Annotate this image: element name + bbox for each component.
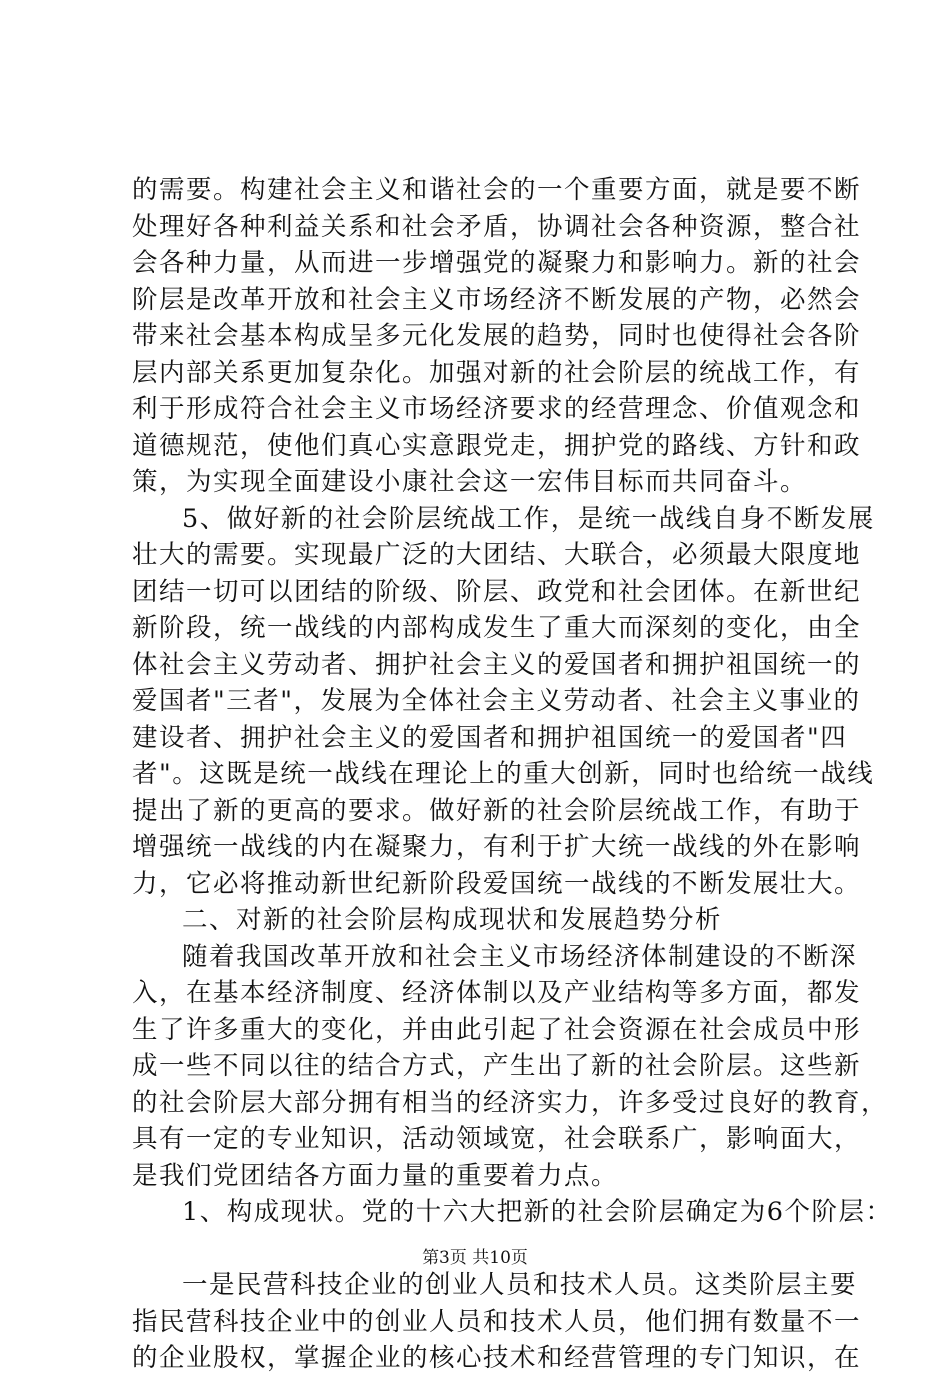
text-line: 爱国者"三者"，发展为全体社会主义劳动者、社会主义事业的 — [132, 686, 861, 716]
text-line: 的需要。构建社会主义和谐社会的一个重要方面，就是要不断 — [132, 175, 862, 205]
text-line: 是我们党团结各方面力量的重要着力点。 — [132, 1160, 619, 1191]
text-line: 建设者、拥护社会主义的爱国者和拥护祖国统一的爱国者"四 — [132, 722, 848, 753]
text-line: 提出了新的更高的要求。做好新的社会阶层统战工作，有助于 — [132, 795, 862, 826]
page-footer: 第3页 共10页 — [422, 1248, 528, 1268]
text-line: 壮大的需要。实现最广泛的大团结、大联合，必须最大限度地 — [132, 540, 862, 570]
text-line: 指民营科技企业中的创业人员和技术人员，他们拥有数量不一 — [132, 1306, 862, 1337]
text-line: 会各种力量，从而进一步增强党的凝聚力和影响力。新的社会 — [132, 248, 862, 278]
text-line: 1、构成现状。党的十六大把新的社会阶层确定为6个阶层： — [182, 1197, 893, 1227]
text-line: 5、做好新的社会阶层统战工作，是统一战线自身不断发展 — [182, 503, 875, 534]
document-body — [132, 172, 893, 1377]
text-line: 策，为实现全面建设小康社会这一宏伟目标而共同奋斗。 — [132, 467, 808, 497]
text-line: 入，在基本经济制度、经济体制以及产业结构等多方面，都发 — [132, 978, 862, 1008]
text-line: 体社会主义劳动者、拥护社会主义的爱国者和拥护祖国统一的 — [132, 649, 862, 680]
text-line: 的社会阶层大部分拥有相当的经济实力，许多受过良好的教育， — [132, 1087, 889, 1118]
text-line: 力，它必将推动新世纪新阶段爱国统一战线的不断发展壮大。 — [132, 868, 862, 899]
text-line: 处理好各种利益关系和社会矛盾，协调社会各种资源，整合社 — [132, 211, 862, 242]
text-line: 具有一定的专业知识，活动领域宽，社会联系广，影响面大， — [132, 1124, 862, 1154]
text-line: 道德规范，使他们真心实意跟党走，拥护党的路线、方针和政 — [132, 430, 862, 461]
text-line: 一是民营科技企业的创业人员和技术人员。这类阶层主要 — [182, 1270, 858, 1300]
text-line: 的企业股权，掌握企业的核心技术和经营管理的专门知识，在 — [132, 1343, 862, 1373]
text-line: 随着我国改革开放和社会主义市场经济体制建设的不断深 — [182, 941, 858, 972]
text-line: 团结一切可以团结的阶级、阶层、政党和社会团体。在新世纪 — [132, 576, 862, 607]
text-line: 二、对新的社会阶层构成现状和发展趋势分析 — [182, 905, 723, 935]
text-line: 成一些不同以往的结合方式，产生出了新的社会阶层。这些新 — [132, 1051, 862, 1081]
text-line: 新阶段，统一战线的内部构成发生了重大而深刻的变化，由全 — [132, 613, 862, 643]
text-line: 者"。这既是统一战线在理论上的重大创新，同时也给统一战线 — [132, 759, 875, 789]
text-line: 生了许多重大的变化，并由此引起了社会资源在社会成员中形 — [132, 1014, 862, 1045]
text-line: 增强统一战线的内在凝聚力，有利于扩大统一战线的外在影响 — [132, 832, 862, 862]
text-line: 层内部关系更加复杂化。加强对新的社会阶层的统战工作，有 — [132, 357, 862, 388]
text-line: 阶层是改革开放和社会主义市场经济不断发展的产物，必然会 — [132, 284, 862, 315]
text-line: 带来社会基本构成呈多元化发展的趋势，同时也使得社会各阶 — [132, 321, 862, 351]
text-line: 利于形成符合社会主义市场经济要求的经营理念、价值观念和 — [132, 394, 862, 424]
